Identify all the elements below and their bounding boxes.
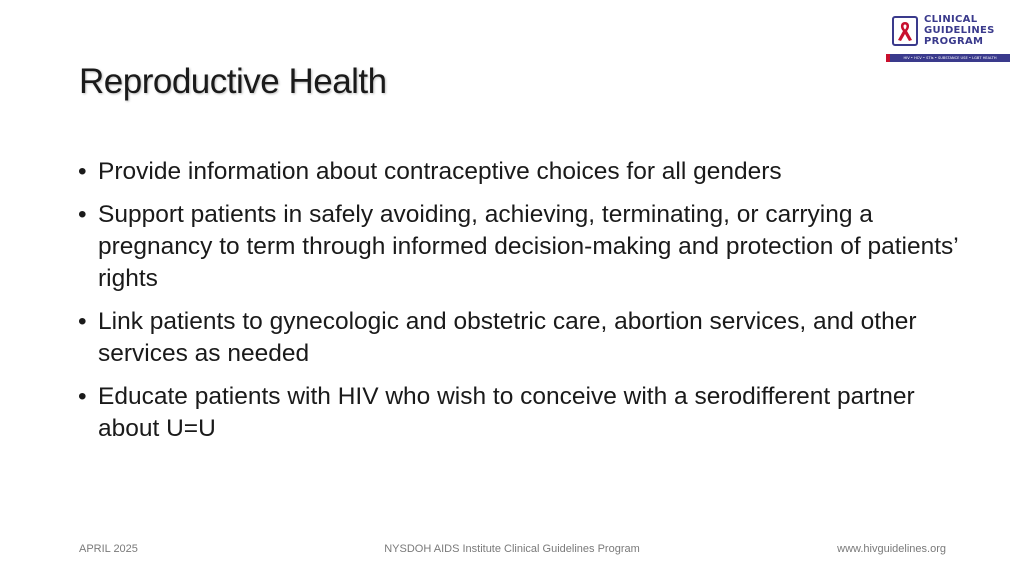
red-ribbon-icon xyxy=(897,20,913,42)
bullet-dot: • xyxy=(78,201,87,228)
bullet-text: Link patients to gynecologic and obstetric care, abortion services, and other services as needed xyxy=(98,308,917,367)
bullet-item xyxy=(78,306,958,370)
bullet-dot: • xyxy=(78,158,87,185)
logo-line-1: CLINICAL xyxy=(924,14,978,25)
footer-date: APRIL 2025 xyxy=(79,543,138,555)
footer-url: www.hivguidelines.org xyxy=(837,543,946,555)
bullet-list xyxy=(78,156,958,456)
bullet-dot: • xyxy=(78,383,87,410)
bullet-text: Provide information about contraceptive choices for all genders xyxy=(98,158,782,185)
bullet-dot: • xyxy=(78,308,87,335)
bullet-item xyxy=(78,199,958,295)
bullet-item xyxy=(78,381,958,445)
bullet-text: Educate patients with HIV who wish to conceive with a serodifferent partner about U=U xyxy=(98,383,915,442)
slide-title: Reproductive Health xyxy=(79,62,387,101)
footer-program: NYSDOH AIDS Institute Clinical Guidelines Program xyxy=(384,543,640,555)
logo-wordmark xyxy=(924,14,995,47)
bullet-item xyxy=(78,156,958,188)
logo-line-2: GUIDELINES xyxy=(924,25,995,36)
clinical-guidelines-logo xyxy=(886,14,1010,64)
logo-line-3: PROGRAM xyxy=(924,36,984,47)
logo-badge xyxy=(892,16,918,46)
logo-tagline: HIV • HCV • STIs • SUBSTANCE USE • LGBT HEALTH xyxy=(886,54,1010,62)
bullet-text: Support patients in safely avoiding, achieving, terminating, or carrying a pregnancy to term through informed decision-making and protection of patients’ rights xyxy=(98,201,958,292)
